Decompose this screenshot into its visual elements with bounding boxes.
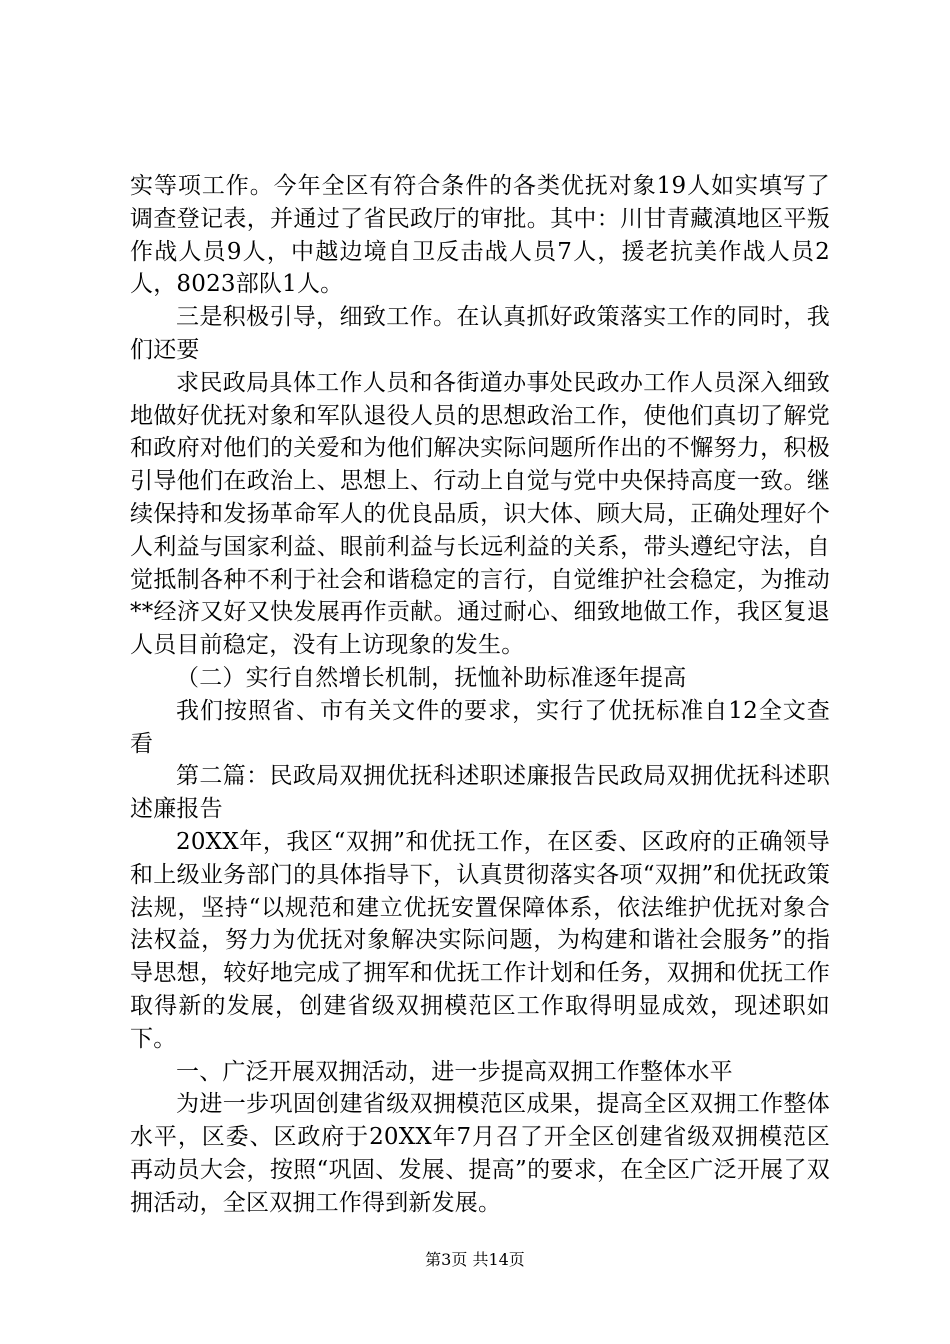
paragraph-1: 实等项工作。今年全区有符合条件的各类优抚对象19人如实填写了调查登记表，并通过了省民政厅的审批。其中：川甘青藏滇地区平叛作战人员9人，中越边境自卫反击战人员7人，援老抗美作战人员2人，8023部队1人。 (130, 173, 830, 298)
paragraph-5: 我们按照省、市有关文件的要求，实行了优抚标准自12全文查看 (130, 697, 830, 757)
paragraph-7: 20XX年，我区“双拥”和优抚工作，在区委、区政府的正确领导和上级业务部门的具体指导下，认真贯彻落实各项“双拥”和优抚政策法规，坚持“以规范和建立优抚安置保障体系，依法维护优抚对象合法权益，努力为优抚对象解决实际问题，为构建和谐社会服务”的指导思想，较好地完成了拥军和优抚工作计划和任务，双拥和优抚工作取得新的发展，创建省级双拥模范区工作取得明显成效，现述职如下。 (130, 828, 830, 1052)
document-body (130, 170, 830, 1220)
section-heading-2: （二）实行自然增长机制，抚恤补助标准逐年提高 (176, 664, 687, 691)
chapter-title-2: 第二篇：民政局双拥优抚科述职述廉报告民政局双拥优抚科述职述廉报告 (130, 763, 830, 823)
page-number-footer: 第3页 共14页 (425, 1250, 525, 1269)
paragraph-9: 为进一步巩固创建省级双拥模范区成果，提高全区双拥工作整体水平，区委、区政府于20XX年7月召了开全区创建省级双拥模范区再动员大会，按照“巩固、发展、提高”的要求，在全区广泛开展了双拥活动，全区双拥工作得到新发展。 (130, 1091, 830, 1216)
paragraph-2: 三是积极引导，细致工作。在认真抓好政策落实工作的同时，我们还要 (130, 304, 830, 363)
section-heading-1: 一、广泛开展双拥活动，进一步提高双拥工作整体水平 (176, 1058, 733, 1085)
paragraph-3: 求民政局具体工作人员和各街道办事处民政办工作人员深入细致地做好优抚对象和军队退役人员的思想政治工作，使他们真切了解党和政府对他们的关爱和为他们解决实际问题所作出的不懈努力，积极引导他们在政治上、思想上、行动上自觉与党中央保持高度一致。继续保持和发扬革命军人的优良品质，识大体、顾大局，正确处理好个人利益与国家利益、眼前利益与长远利益的关系，带头遵纪守法，自觉抵制各种不利于社会和谐稳定的言行，自觉维护社会稳定，为推动**经济又好又快发展再作贡献。通过耐心、细致地做工作，我区复退人员目前稳定，没有上访现象的发生。 (130, 369, 830, 659)
